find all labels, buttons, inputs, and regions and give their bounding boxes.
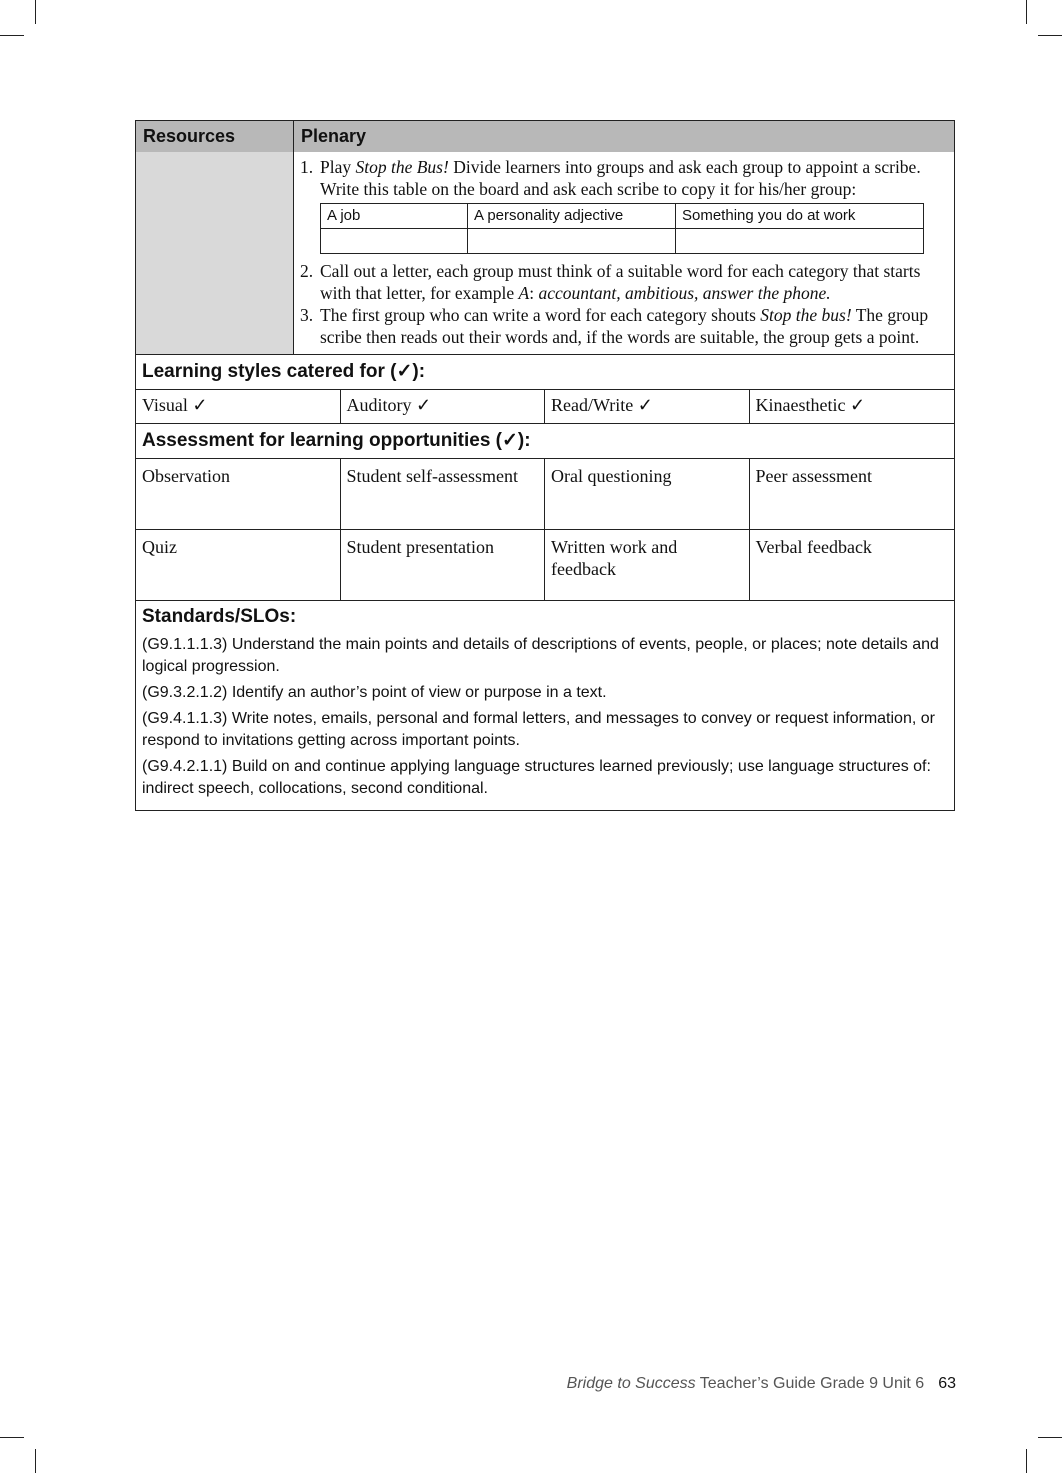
- standards-section: [136, 601, 954, 810]
- resources-column: [136, 121, 294, 354]
- empty-cell: [468, 229, 676, 254]
- crop-mark: [35, 0, 36, 24]
- empty-cell: [321, 229, 468, 254]
- category-header: A job: [321, 204, 468, 229]
- step-number: 1.: [300, 157, 314, 177]
- category-empty-row: [321, 229, 924, 254]
- plenary-body: [294, 152, 954, 354]
- category-header-row: [321, 204, 924, 229]
- crop-mark: [0, 35, 24, 36]
- shout-phrase: Stop the bus!: [760, 305, 852, 325]
- step-text-part: The first group who can write a word for each category shouts: [320, 305, 761, 325]
- learning-style-visual: Visual ✓: [136, 390, 341, 423]
- step-text: [320, 260, 938, 304]
- example-words: accountant, ambitious, answer the phone.: [538, 283, 831, 303]
- learning-style-auditory: Auditory ✓: [341, 390, 546, 423]
- resources-header: Resources: [136, 121, 293, 152]
- assessment-option: Oral questioning: [545, 459, 750, 529]
- learning-style-kinaesthetic: Kinaesthetic ✓: [755, 395, 866, 415]
- resources-plenary-row: [136, 121, 954, 355]
- lesson-plan-table: [135, 120, 955, 811]
- assessment-option: Written work and feedback: [545, 530, 750, 600]
- category-table-wrap: [320, 203, 938, 254]
- step-number: 2.: [300, 261, 314, 281]
- learning-style-read-write: Read/Write ✓: [545, 390, 750, 423]
- plenary-step-3: [300, 304, 938, 348]
- standard-item: (G9.3.2.1.2) Identify an author’s point of view or purpose in a text.: [142, 684, 607, 701]
- assessment-heading: Assessment for learning opportunities (✓):: [136, 424, 954, 459]
- learning-styles-heading: Learning styles catered for (✓):: [136, 355, 954, 390]
- assessment-row: [136, 530, 954, 601]
- plenary-header: Plenary: [294, 121, 954, 152]
- crop-mark: [1026, 0, 1027, 24]
- game-name: Stop the Bus!: [355, 157, 449, 177]
- crop-mark: [1026, 1449, 1027, 1473]
- crop-mark: [1038, 1437, 1062, 1438]
- step-text-part: The group scribe then reads out their words and, if the words are suitable, the group gets a point.: [320, 305, 929, 347]
- standard-item: (G9.1.1.1.3) Understand the main points and details of descriptions of events, people, or places; note details and logical progression.: [142, 636, 939, 675]
- assessment-row: [136, 459, 954, 530]
- step-text-part: Call out a letter, each group must think of a suitable word for each category that starts with that letter, for example: [320, 261, 921, 303]
- assessment-option: Quiz: [136, 530, 341, 600]
- crop-mark: [1038, 35, 1062, 36]
- step-text: [320, 156, 938, 200]
- step-text-part: Divide learners into groups and ask each group to appoint a scribe. Write this table on the board and ask each scribe to copy it for his/her group:: [320, 157, 921, 199]
- assessment-option: Peer assessment: [755, 466, 872, 486]
- standards-heading: Standards/SLOs:: [142, 606, 297, 627]
- page-footer: [567, 1375, 956, 1393]
- plenary-column: [294, 121, 954, 354]
- book-title: Bridge to Success: [566, 1375, 696, 1392]
- standard-item: (G9.4.2.1.1) Build on and continue applying language structures learned previously; use language structures of: indirect speech, collocations, second conditional.: [142, 758, 931, 797]
- assessment-option: Observation: [136, 459, 341, 529]
- assessment-option: Verbal feedback: [755, 537, 872, 557]
- empty-cell: [676, 229, 924, 254]
- crop-mark: [0, 1437, 24, 1438]
- step-number: 3.: [300, 305, 314, 325]
- footer-text: Teacher’s Guide Grade 9 Unit 6: [695, 1375, 925, 1392]
- assessment-option: Student presentation: [341, 530, 546, 600]
- category-table: [320, 203, 924, 254]
- learning-styles-row: [136, 390, 954, 424]
- step-text-part: Play: [320, 157, 356, 177]
- plenary-step-2: [300, 260, 938, 304]
- crop-mark: [35, 1449, 36, 1473]
- standard-item: (G9.4.1.1.3) Write notes, emails, personal and formal letters, and messages to convey or request information, or respond to invitations getting across important points.: [142, 710, 935, 749]
- page-number: 63: [938, 1375, 956, 1392]
- category-header: Something you do at work: [676, 204, 924, 229]
- assessment-option: Student self-assessment: [341, 459, 546, 529]
- example-letter: A: [518, 283, 530, 303]
- plenary-step-1: [300, 156, 938, 200]
- step-text-part: :: [529, 283, 539, 303]
- category-header: A personality adjective: [468, 204, 676, 229]
- step-text: [320, 304, 938, 348]
